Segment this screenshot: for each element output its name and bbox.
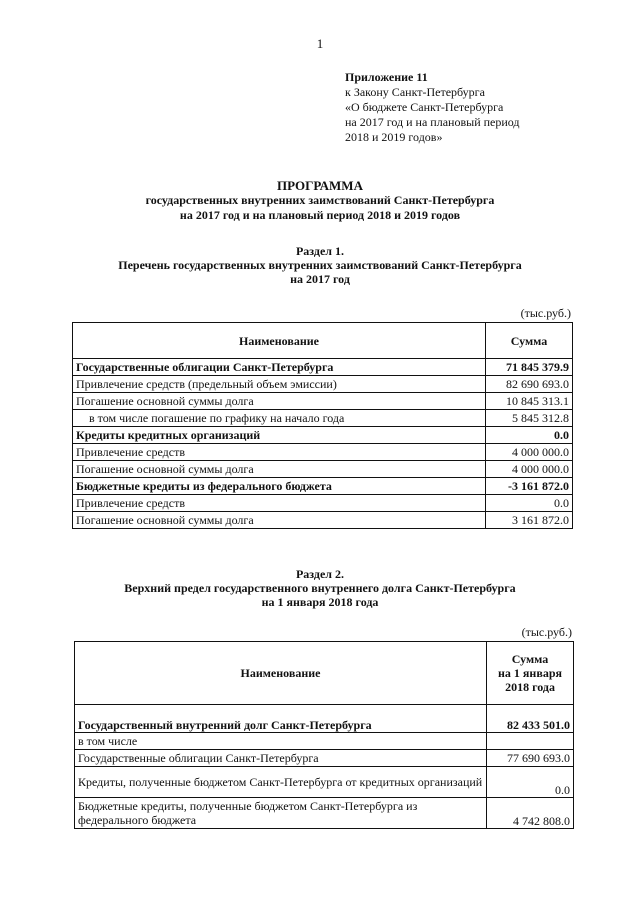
row-name: Погашение основной суммы долга: [73, 393, 486, 410]
section1-title: Раздел 1.: [295, 244, 345, 258]
table-row: [73, 495, 573, 512]
table-row: [73, 393, 573, 410]
column-header-name: Наименование: [75, 642, 487, 705]
table-header-row: [75, 642, 574, 705]
section1-subtitle-1: Перечень государственных внутренних заимствований Санкт-Петербурга: [118, 258, 522, 272]
section1-subtitle-2: на 2017 год: [290, 272, 350, 286]
table-header-row: [73, 323, 573, 359]
row-name: Бюджетные кредиты из федерального бюджета: [73, 478, 486, 495]
row-value: 10 845 313.1: [486, 393, 573, 410]
section1-unit: (тыс.руб.): [520, 306, 571, 320]
row-value: 3 161 872.0: [486, 512, 573, 529]
table-row: [73, 359, 573, 376]
appendix-block: [345, 70, 520, 145]
row-value: 0.0: [486, 427, 573, 444]
row-name: Государственные облигации Санкт-Петербурга: [75, 750, 487, 767]
table-row: [75, 750, 574, 767]
row-name: Кредиты кредитных организаций: [73, 427, 486, 444]
row-name: Государственный внутренний долг Санкт-Петербурга: [75, 705, 487, 733]
row-value: 0.0: [486, 495, 573, 512]
appendix-line: «О бюджете Санкт-Петербурга: [345, 100, 504, 114]
row-name: Привлечение средств (предельный объем эмиссии): [73, 376, 486, 393]
column-header-sum-line: 2018 года: [505, 680, 555, 694]
row-value: -3 161 872.0: [486, 478, 573, 495]
program-title: ПРОГРАММА: [277, 178, 363, 193]
column-header-sum: Сумма: [486, 323, 573, 359]
row-value: 4 000 000.0: [486, 461, 573, 478]
table-row: [73, 478, 573, 495]
section2-heading: [0, 567, 640, 609]
section2-table: [74, 641, 574, 829]
row-value: 71 845 379.9: [486, 359, 573, 376]
row-name: Государственные облигации Санкт-Петербурга: [73, 359, 486, 376]
section1-heading: [0, 244, 640, 286]
row-value: [487, 733, 574, 750]
appendix-line: к Закону Санкт-Петербурга: [345, 85, 485, 99]
column-header-sum-line: на 1 января: [498, 666, 562, 680]
row-value: 4 000 000.0: [486, 444, 573, 461]
row-value: 82 690 693.0: [486, 376, 573, 393]
section2-subtitle-1: Верхний предел государственного внутреннего долга Санкт-Петербурга: [124, 581, 516, 595]
row-value: 82 433 501.0: [487, 705, 574, 733]
row-name: Кредиты, полученные бюджетом Санкт-Петербурга от кредитных организаций: [75, 767, 487, 798]
table-row: [73, 512, 573, 529]
row-name: Привлечение средств: [73, 444, 486, 461]
appendix-line: на 2017 год и на плановый период: [345, 115, 520, 129]
table-row: [73, 444, 573, 461]
row-name: в том числе: [75, 733, 487, 750]
table-row: [75, 798, 574, 829]
column-header-name: Наименование: [73, 323, 486, 359]
table-row: [75, 705, 574, 733]
row-value: 0.0: [487, 767, 574, 798]
page-number: 1: [316, 36, 324, 51]
section2-unit: (тыс.руб.): [521, 625, 572, 639]
row-value: 4 742 808.0: [487, 798, 574, 829]
column-header-sum-line: Сумма: [511, 652, 549, 666]
row-name: Бюджетные кредиты, полученные бюджетом Санкт-Петербурга из федерального бюджета: [75, 798, 487, 829]
program-heading: [0, 178, 640, 223]
row-value: 77 690 693.0: [487, 750, 574, 767]
program-subtitle-2: на 2017 год и на плановый период 2018 и 2019 годов: [179, 208, 461, 222]
row-value: 5 845 312.8: [486, 410, 573, 427]
row-name: в том числе погашение по графику на начало года: [73, 410, 486, 427]
row-name: Привлечение средств: [73, 495, 486, 512]
section1-table: [72, 322, 573, 529]
table-row: [75, 767, 574, 798]
section2-subtitle-2: на 1 января 2018 года: [261, 595, 379, 609]
appendix-line: 2018 и 2019 годов»: [345, 130, 443, 144]
table-row: [73, 410, 573, 427]
section2-title: Раздел 2.: [295, 567, 345, 581]
table-row: [75, 733, 574, 750]
column-header-sum: [487, 642, 574, 705]
table-row: [73, 461, 573, 478]
row-name: Погашение основной суммы долга: [73, 461, 486, 478]
row-name: Погашение основной суммы долга: [73, 512, 486, 529]
program-subtitle-1: государственных внутренних заимствований Санкт-Петербурга: [145, 193, 495, 207]
table-row: [73, 427, 573, 444]
appendix-title: Приложение 11: [345, 70, 428, 84]
table-row: [73, 376, 573, 393]
